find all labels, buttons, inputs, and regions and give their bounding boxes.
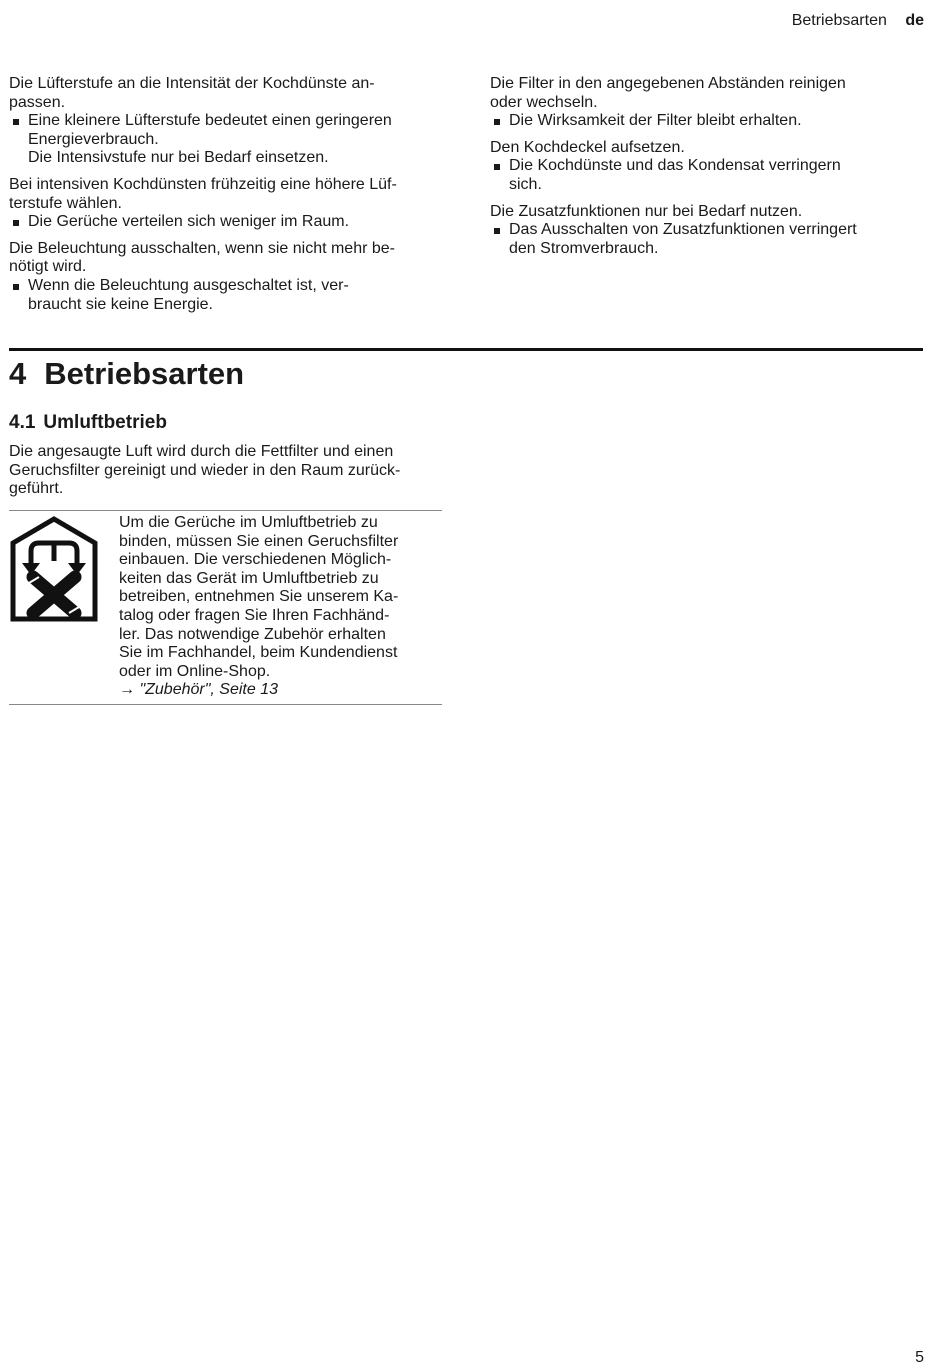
- text-line: Die Filter in den angegebenen Abständen reinigen: [490, 75, 846, 92]
- chapter-divider: [9, 348, 923, 351]
- header-section-title: Betriebsarten: [791, 12, 887, 29]
- text-line: Wenn die Beleuchtung ausgeschaltet ist, ver-: [28, 276, 349, 294]
- energy-tips-left-column: [9, 75, 449, 322]
- text-line: Energieverbrauch.: [28, 130, 159, 148]
- recirculation-mode-icon: [9, 515, 99, 623]
- accessories-cross-reference-link[interactable]: → "Zubehör", Seite 13: [119, 681, 278, 699]
- tip-text: [490, 75, 910, 112]
- text-line: terstufe wählen.: [9, 194, 122, 212]
- text-line: talog oder fragen Sie Ihren Fachhänd-: [119, 606, 390, 624]
- text-line: Die Lüfterstufe an die Intensität der Kochdünste an-: [9, 75, 375, 92]
- text-line: den Stromverbrauch.: [509, 239, 659, 257]
- recirculation-note: [9, 510, 442, 705]
- text-line: Die Intensivstufe nur bei Bedarf einsetzen.: [28, 149, 329, 167]
- tip-text: [9, 75, 449, 112]
- text-line: oder im Online-Shop.: [119, 662, 271, 680]
- tip-block: [9, 75, 449, 168]
- text-line: Das Ausschalten von Zusatzfunktionen verringert: [509, 221, 857, 239]
- text-line: Bei intensiven Kochdünsten frühzeitig eine höhere Lüf-: [9, 175, 397, 193]
- tip-result-bullet: [490, 221, 910, 258]
- energy-tips-right-column: [490, 75, 910, 266]
- text-line: Die Gerüche verteilen sich weniger im Raum.: [28, 213, 350, 231]
- header-language-code: de: [905, 12, 924, 29]
- chapter-title: Betriebsarten: [44, 356, 245, 391]
- text-line: binden, müssen Sie einen Geruchsfilter: [119, 532, 399, 550]
- tip-result-bullet: [490, 112, 910, 131]
- tip-text: [490, 139, 910, 158]
- section-number: 4.1: [9, 412, 36, 433]
- running-header: [792, 12, 924, 31]
- section-heading: [9, 411, 167, 435]
- section-title: Umluftbetrieb: [43, 412, 167, 433]
- tip-result-bullet: [490, 157, 910, 194]
- page-number: 5: [915, 1349, 924, 1366]
- section-intro: [9, 443, 449, 499]
- text-line: Um die Gerüche im Umluftbetrieb zu: [119, 514, 378, 531]
- text-line: Eine kleinere Lüfterstufe bedeutet einen geringeren: [28, 112, 392, 130]
- tip-block: [490, 203, 910, 259]
- note-text: [119, 514, 439, 700]
- text-line: ler. Das notwendige Zubehör erhalten: [119, 625, 386, 643]
- text-line: keiten das Gerät im Umluftbetrieb zu: [119, 569, 379, 587]
- text-line: Die Zusatzfunktionen nur bei Bedarf nutzen.: [490, 202, 803, 220]
- text-line: betreiben, entnehmen Sie unserem Ka-: [119, 588, 399, 606]
- tip-result-bullet: [9, 213, 449, 232]
- tip-text: [490, 203, 910, 222]
- text-line: Geruchsfilter gereinigt und wieder in den Raum zurück-: [9, 461, 401, 479]
- tip-block: [9, 176, 449, 232]
- tip-result-bullet: [9, 112, 449, 168]
- tip-result-bullet: [9, 277, 449, 314]
- text-line: Den Kochdeckel aufsetzen.: [490, 138, 685, 156]
- text-line: braucht sie keine Energie.: [28, 295, 213, 313]
- text-line: passen.: [9, 93, 66, 111]
- chapter-heading: [9, 355, 244, 393]
- text-line: geführt.: [9, 480, 64, 498]
- tip-block: [490, 139, 910, 195]
- text-line: Die Wirksamkeit der Filter bleibt erhalten.: [509, 112, 802, 130]
- text-line: Sie im Fachhandel, beim Kundendienst: [119, 644, 398, 662]
- chapter-number: 4: [9, 356, 27, 391]
- tip-text: [9, 176, 449, 213]
- tip-block: [490, 75, 910, 131]
- text-line: sich.: [509, 175, 542, 193]
- text-line: nötigt wird.: [9, 258, 87, 276]
- text-line: einbauen. Die verschiedenen Möglich-: [119, 551, 392, 569]
- text-line: Die Beleuchtung ausschalten, wenn sie nicht mehr be-: [9, 239, 395, 257]
- text-line: Die angesaugte Luft wird durch die Fettfilter und einen: [9, 443, 394, 460]
- tip-text: [9, 240, 449, 277]
- text-line: oder wechseln.: [490, 93, 598, 111]
- text-line: Die Kochdünste und das Kondensat verringern: [509, 157, 841, 175]
- tip-block: [9, 240, 449, 314]
